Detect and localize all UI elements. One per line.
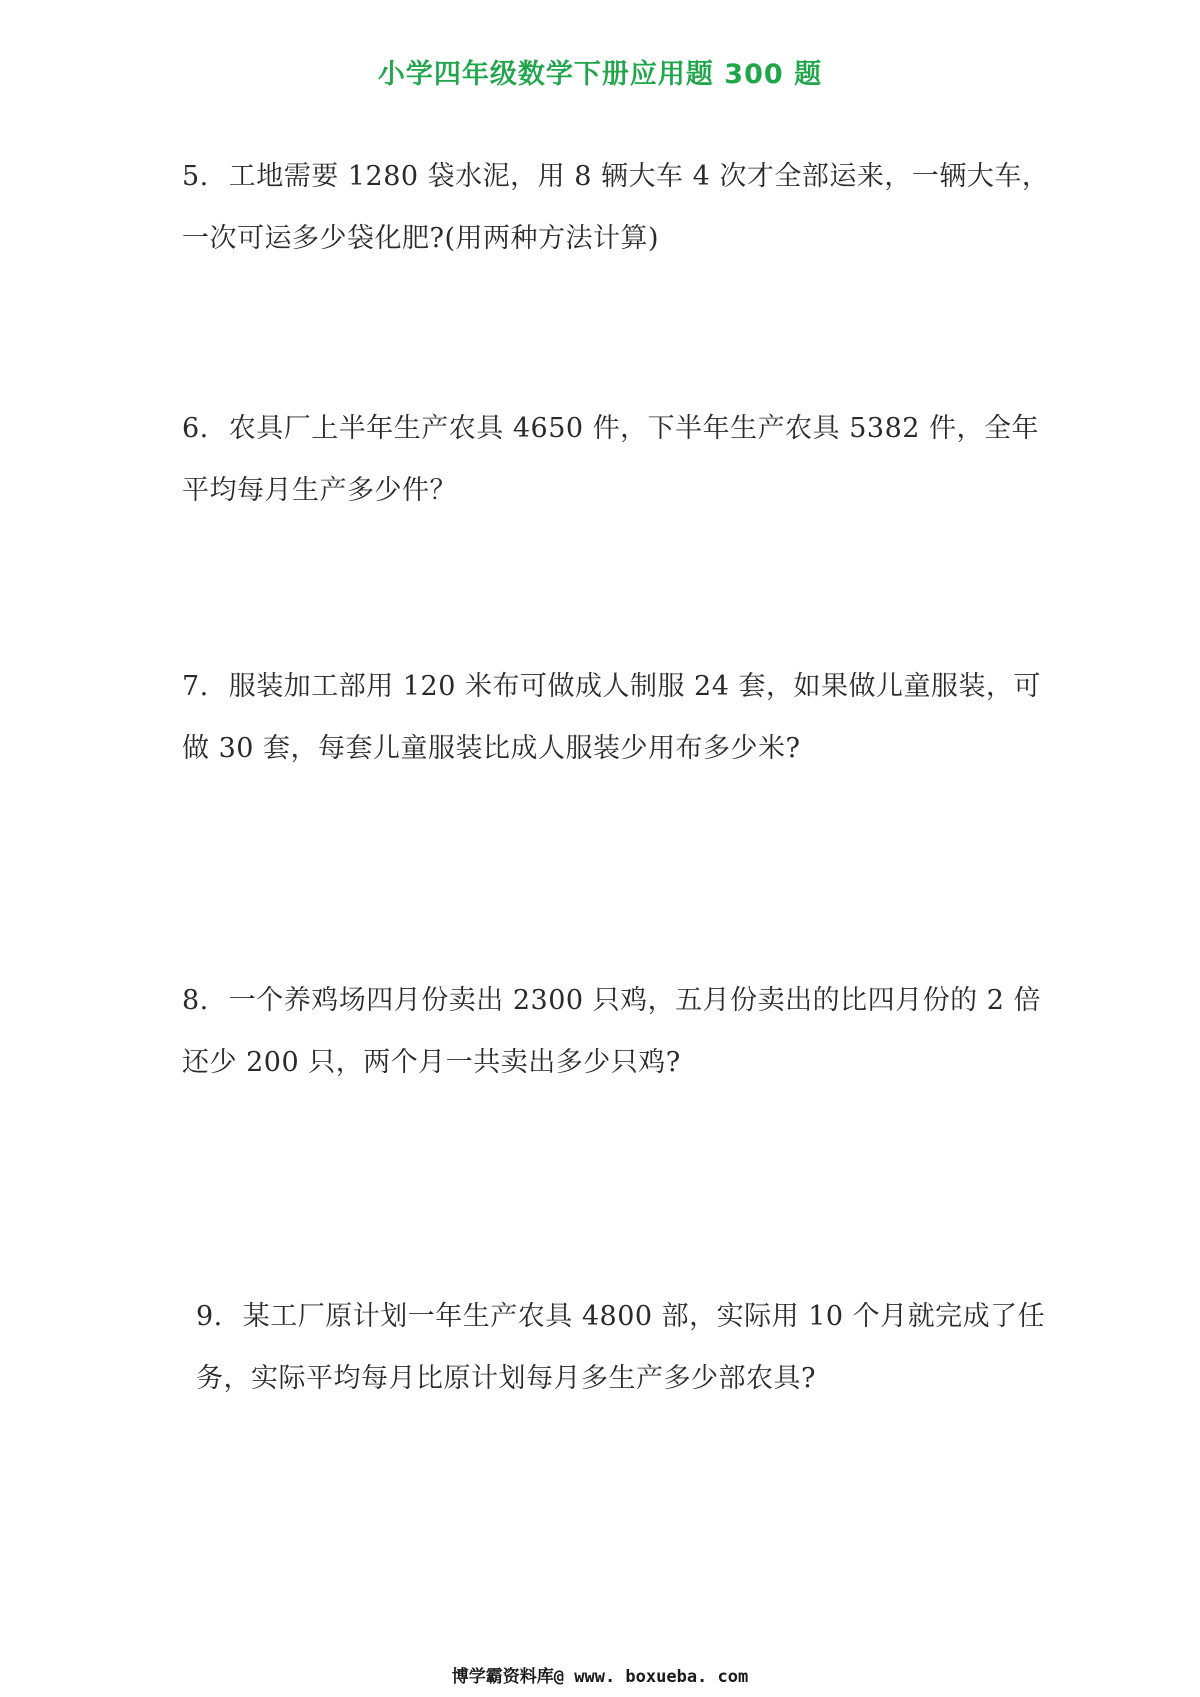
problem-text: 服装加工部用 120 米布可做成人制服 24 套，如果做儿童服装，可 [228, 671, 1041, 702]
problem-text: 做 30 套，每套儿童服装比成人服装少用布多少米? [182, 733, 801, 764]
problem-line [182, 146, 1050, 208]
problem-number: 9. [196, 1301, 223, 1332]
problem-text: 工地需要 1280 袋水泥，用 8 辆大车 4 次才全部运来，一辆大车， [228, 161, 1050, 192]
problem-number: 8. [182, 985, 209, 1016]
problem-text: 平均每月生产多少件？ [182, 475, 457, 506]
problem-text: 还少 200 只，两个月一共卖出多少只鸡? [182, 1047, 681, 1078]
problem-text: 务，实际平均每月比原计划每月多生产多少部农具? [196, 1363, 816, 1394]
problem-line [182, 398, 1040, 460]
problem-text: 某工厂原计划一年生产农具 4800 部，实际用 10 个月就完成了任 [242, 1301, 1046, 1332]
problem-7 [182, 656, 1041, 780]
problem-number: 7. [182, 671, 209, 702]
problem-text: 一个养鸡场四月份卖出 2300 只鸡，五月份卖出的比四月份的 2 倍 [228, 985, 1041, 1016]
footer-watermark: 博学霸资料库@ www. boxueba. com [451, 1667, 749, 1687]
problem-number: 5. [182, 161, 209, 192]
problem-line [196, 1286, 1046, 1348]
problem-text: 一次可运多少袋化肥?(用两种方法计算) [182, 223, 660, 254]
page-title: 小学四年级数学下册应用题 300 题 [377, 59, 823, 90]
problem-5 [182, 146, 1050, 270]
problem-8 [182, 970, 1041, 1094]
problem-text: 农具厂上半年生产农具 4650 件，下半年生产农具 5382 件，全年 [228, 413, 1040, 444]
problem-number: 6. [182, 413, 209, 444]
problem-line [182, 970, 1041, 1032]
problem-6 [182, 398, 1040, 522]
problem-9 [196, 1286, 1046, 1410]
problem-line [182, 656, 1041, 718]
